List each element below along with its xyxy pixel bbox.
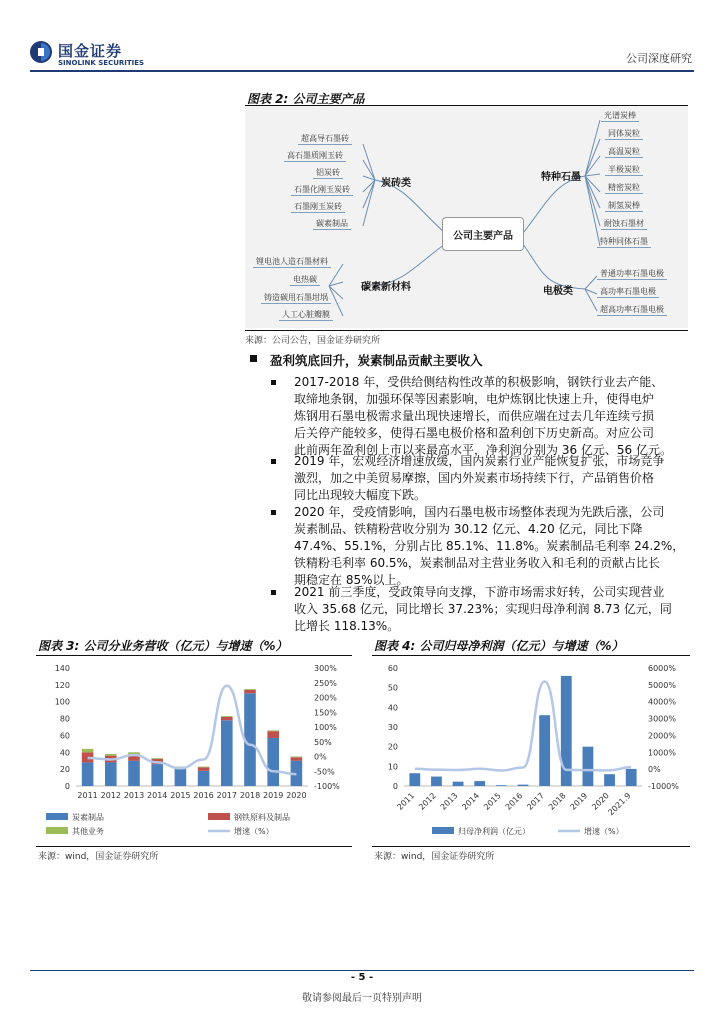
legend-label: 归母净利润（亿元） bbox=[458, 827, 530, 836]
legend-label: 炭素制品 bbox=[72, 813, 104, 822]
y2-tick-label: 100% bbox=[314, 723, 337, 732]
bar-1-2014 bbox=[151, 764, 163, 786]
figure-3-title: 图表 3: 公司分业务营收（亿元）与增速（%） bbox=[38, 639, 288, 653]
branch-te-zhong: 特种石墨 bbox=[541, 172, 581, 183]
bar-3-2012 bbox=[105, 754, 117, 756]
leaf-dian-ji-1: 普通功率石墨电极 bbox=[597, 268, 667, 280]
leaf-te-zhong-6: 制氢炭棒 bbox=[605, 200, 643, 212]
x-tick-label: 2013 bbox=[438, 791, 460, 812]
x-tick-label: 2018 bbox=[239, 791, 261, 800]
y2-tick-label: 0% bbox=[314, 752, 327, 762]
logo-text-cn: 国金证券 bbox=[58, 42, 123, 60]
bar-1-2015 bbox=[496, 785, 507, 786]
leaf-tan-zhuan-1: 超高导石墨砖 bbox=[298, 133, 352, 145]
bar-1-2017 bbox=[221, 720, 233, 786]
para-bullet-icon bbox=[271, 510, 276, 515]
leaf-tan-su-2: 电热碳 bbox=[290, 274, 320, 286]
bar-2-2019 bbox=[267, 731, 279, 738]
bar-2-2016 bbox=[198, 767, 210, 770]
para-bullet-icon bbox=[271, 380, 276, 385]
figure-4-title: 图表 4: 公司归母净利润（亿元）与增速（%） bbox=[374, 639, 624, 653]
y-tick-label: 60 bbox=[387, 664, 398, 673]
figure-3-top-rule bbox=[36, 655, 352, 656]
growth-line bbox=[88, 686, 297, 775]
x-tick-label: 2013 bbox=[123, 791, 145, 800]
y2-tick-label: 2000% bbox=[648, 731, 676, 741]
bar-1-2021.9 bbox=[626, 769, 637, 786]
y2-tick-label: 300% bbox=[314, 664, 337, 673]
bar-2-2017 bbox=[221, 717, 233, 720]
x-tick-label: 2015 bbox=[170, 791, 191, 800]
leaf-te-zhong-2: 同体炭粒 bbox=[605, 128, 643, 140]
y-tick-label: 40 bbox=[59, 748, 70, 758]
x-tick-label: 2019 bbox=[263, 791, 284, 800]
page-number: - 5 - bbox=[350, 972, 374, 983]
y-tick-label: 0 bbox=[64, 782, 70, 791]
x-tick-label: 2012 bbox=[100, 791, 121, 800]
bar-3-2014 bbox=[151, 758, 163, 759]
bar-1-2012 bbox=[105, 762, 117, 786]
y2-tick-label: 5000% bbox=[648, 680, 676, 690]
bar-1-2013 bbox=[128, 761, 140, 786]
figure-3-source: 来源：wind，国金证券研究所 bbox=[38, 852, 159, 862]
leaf-tan-su-3: 铸造碳用石墨坩埚 bbox=[261, 292, 331, 304]
legend-swatch bbox=[208, 813, 230, 820]
bar-3-2019 bbox=[267, 730, 279, 731]
leaf-tan-zhuan-6: 碳素制品 bbox=[313, 218, 351, 230]
figure-2-title: 图表 2: 公司主要产品 bbox=[247, 92, 365, 106]
legend-label: 钢铁原料及制品 bbox=[234, 813, 290, 822]
bar-1-2019 bbox=[267, 738, 279, 786]
bar-2-2018 bbox=[244, 690, 256, 693]
x-tick-label: 2011 bbox=[395, 791, 417, 812]
bar-2-2020 bbox=[291, 757, 303, 760]
paragraph-2: 2019 年，宏观经济增速放缓，国内炭素行业产能恢复扩张，市场竞争 激烈，加之中美贸易摩擦，国内外炭素市场持续下行，产品销售价格 同比出现较大幅度下跌。 bbox=[294, 454, 665, 502]
y2-tick-label: 0% bbox=[648, 765, 661, 775]
y-tick-label: 60 bbox=[59, 731, 70, 741]
paragraph-3: 2020 年，受疫情影响，国内石墨电极市场整体表现为先跌后涨，公司 炭素制品、铁精粉营收分别为 30.12 亿元、4.20 亿元，同比下降 47.4%、55.1%，分别占比 85.1%、11.8%。炭素制品毛利率 24.2%， 铁精粉毛利率 60.5%，炭素制品对主营业务收入和毛利的贡献占比长 期稳定在 85%以上。 bbox=[294, 505, 685, 587]
leaf-tan-zhuan-3: 铝炭砖 bbox=[313, 167, 343, 179]
x-tick-label: 2021.9 bbox=[606, 791, 633, 818]
x-tick-label: 2012 bbox=[417, 791, 438, 812]
y2-tick-label: -1000% bbox=[648, 782, 679, 791]
y2-tick-label: 3000% bbox=[648, 714, 676, 724]
bar-3-2011 bbox=[82, 749, 94, 752]
bar-3-2017 bbox=[221, 716, 233, 717]
leaf-tan-zhuan-2: 高石墨质刚玉砖 bbox=[284, 150, 346, 162]
bar-1-2012 bbox=[431, 777, 442, 786]
sinolink-logo-icon bbox=[29, 40, 53, 64]
y2-tick-label: 1000% bbox=[648, 748, 676, 758]
product-mindmap bbox=[245, 106, 688, 328]
bar-3-2013 bbox=[128, 752, 140, 754]
x-tick-label: 2017 bbox=[525, 791, 547, 812]
legend-swatch bbox=[432, 827, 454, 834]
y2-tick-label: 150% bbox=[314, 708, 337, 718]
x-tick-label: 2020 bbox=[590, 791, 611, 812]
section-headline: 盈利筑底回升，炭素制品贡献主要收入 bbox=[270, 353, 483, 368]
branch-tan-zhuan: 炭砖类 bbox=[381, 178, 411, 189]
figure-2-source: 来源：公司公告，国金证券研究所 bbox=[245, 336, 381, 346]
legend-label: 增速（%） bbox=[584, 827, 624, 836]
mindmap-center-node: 公司主要产品 bbox=[442, 217, 524, 251]
footer-note: 敬请参阅最后一页特别声明 bbox=[302, 993, 422, 1004]
para-bullet-icon bbox=[271, 459, 276, 464]
y2-tick-label: 6000% bbox=[648, 664, 676, 673]
x-tick-label: 2016 bbox=[503, 791, 525, 812]
bar-1-2015 bbox=[175, 769, 187, 786]
figure-3-bottom-rule bbox=[36, 846, 352, 847]
leaf-tan-su-4: 人工心脏瓣膜 bbox=[279, 309, 333, 321]
bar-1-2017 bbox=[539, 715, 550, 786]
legend-label: 增速（%） bbox=[234, 827, 274, 836]
figure-4-source: 来源：wind，国金证券研究所 bbox=[374, 852, 495, 862]
bar-1-2020 bbox=[604, 774, 615, 786]
y-tick-label: 100 bbox=[54, 697, 70, 707]
x-tick-label: 2015 bbox=[482, 791, 503, 812]
leaf-te-zhong-4: 半极炭粒 bbox=[605, 164, 643, 176]
legend-swatch bbox=[46, 827, 68, 834]
leaf-dian-ji-3: 超高功率石墨电极 bbox=[597, 304, 667, 316]
revenue-chart bbox=[36, 658, 352, 844]
leaf-te-zhong-1: 光谱炭棒 bbox=[601, 110, 639, 122]
bar-3-2018 bbox=[244, 689, 256, 690]
y-tick-label: 0 bbox=[392, 782, 398, 791]
y-tick-label: 20 bbox=[59, 765, 70, 775]
report-type-label: 公司深度研究 bbox=[626, 52, 692, 65]
net-profit-chart bbox=[372, 658, 690, 844]
branch-dian-ji: 电极类 bbox=[543, 286, 573, 297]
y-tick-label: 120 bbox=[54, 680, 70, 690]
y2-tick-label: 4000% bbox=[648, 697, 676, 707]
y-tick-label: 30 bbox=[387, 723, 398, 732]
leaf-dian-ji-2: 高功率石墨电极 bbox=[597, 286, 659, 298]
paragraph-4: 2021 前三季度，受政策导向支撑，下游市场需求好转，公司实现营业 收入 35.68 亿元，同比增长 37.23%；实现归母净利润 8.73 亿元，同 比增长 118.13%。 bbox=[294, 585, 672, 633]
y2-tick-label: -50% bbox=[314, 767, 335, 777]
x-tick-label: 2020 bbox=[286, 791, 307, 800]
bar-1-2011 bbox=[82, 762, 94, 786]
bar-3-2016 bbox=[198, 767, 210, 768]
logo-text-en: SINOLINK SECURITIES bbox=[58, 59, 145, 67]
footer-divider bbox=[30, 970, 694, 971]
figure-4-top-rule bbox=[372, 655, 690, 656]
x-tick-label: 2017 bbox=[216, 791, 237, 800]
figure-2-bottom-rule bbox=[245, 330, 688, 331]
leaf-te-zhong-7: 耐蚀石墨材 bbox=[601, 218, 647, 230]
bar-1-2011 bbox=[409, 773, 420, 786]
leaf-tan-su-1: 锂电池人造石墨材料 bbox=[253, 256, 331, 268]
y2-tick-label: 200% bbox=[314, 693, 337, 703]
bar-1-2016 bbox=[198, 771, 210, 786]
bar-3-2020 bbox=[291, 757, 303, 758]
x-tick-label: 2019 bbox=[568, 791, 590, 812]
y2-tick-label: 250% bbox=[314, 678, 337, 688]
branch-tan-su: 碳素新材料 bbox=[361, 282, 411, 293]
bar-1-2013 bbox=[453, 782, 464, 786]
x-tick-label: 2014 bbox=[460, 791, 482, 812]
y-tick-label: 40 bbox=[387, 703, 398, 713]
y-tick-label: 80 bbox=[59, 714, 70, 724]
x-tick-label: 2014 bbox=[147, 791, 168, 800]
header-divider bbox=[30, 70, 694, 72]
y2-tick-label: 50% bbox=[314, 737, 332, 747]
leaf-tan-zhuan-4: 石墨化刚玉炭砖 bbox=[291, 184, 353, 196]
y2-tick-label: -100% bbox=[314, 782, 340, 791]
y-tick-label: 50 bbox=[387, 683, 398, 693]
y-tick-label: 20 bbox=[387, 742, 398, 752]
x-tick-label: 2016 bbox=[193, 791, 214, 800]
paragraph-1: 2017-2018 年，受供给侧结构性改革的积极影响，钢铁行业去产能、 取缔地条钢，加强环保等因素影响，电炉炼钢比快速上升，使得电炉 炼钢用石墨电极需求量出现快速增长，而供应端在过去几年连续亏损 后关停产能较多，使得石墨电极价格和盈利创下历史新高。对应公司 此前两年盈利创上市以来最高水平，净利润分别为 36 亿元、56 亿元。 bbox=[294, 375, 672, 457]
legend-label: 其他业务 bbox=[72, 827, 104, 836]
bar-1-2019 bbox=[583, 747, 594, 786]
growth-line bbox=[415, 681, 631, 770]
leaf-te-zhong-8: 特种同体石墨 bbox=[597, 236, 651, 248]
legend-swatch bbox=[46, 813, 68, 820]
leaf-te-zhong-5: 精密炭粒 bbox=[605, 182, 643, 194]
bar-1-2014 bbox=[474, 781, 485, 786]
x-tick-label: 2018 bbox=[546, 791, 568, 812]
leaf-te-zhong-3: 高温炭粒 bbox=[605, 146, 643, 158]
figure-4-bottom-rule bbox=[372, 846, 690, 847]
y-tick-label: 140 bbox=[54, 664, 70, 673]
bar-1-2016 bbox=[518, 785, 529, 786]
x-tick-label: 2011 bbox=[77, 791, 98, 800]
para-bullet-icon bbox=[271, 590, 276, 595]
leaf-tan-zhuan-5: 石墨刚玉炭砖 bbox=[291, 201, 345, 213]
y-tick-label: 10 bbox=[387, 762, 398, 772]
section-bullet-icon bbox=[250, 355, 257, 362]
